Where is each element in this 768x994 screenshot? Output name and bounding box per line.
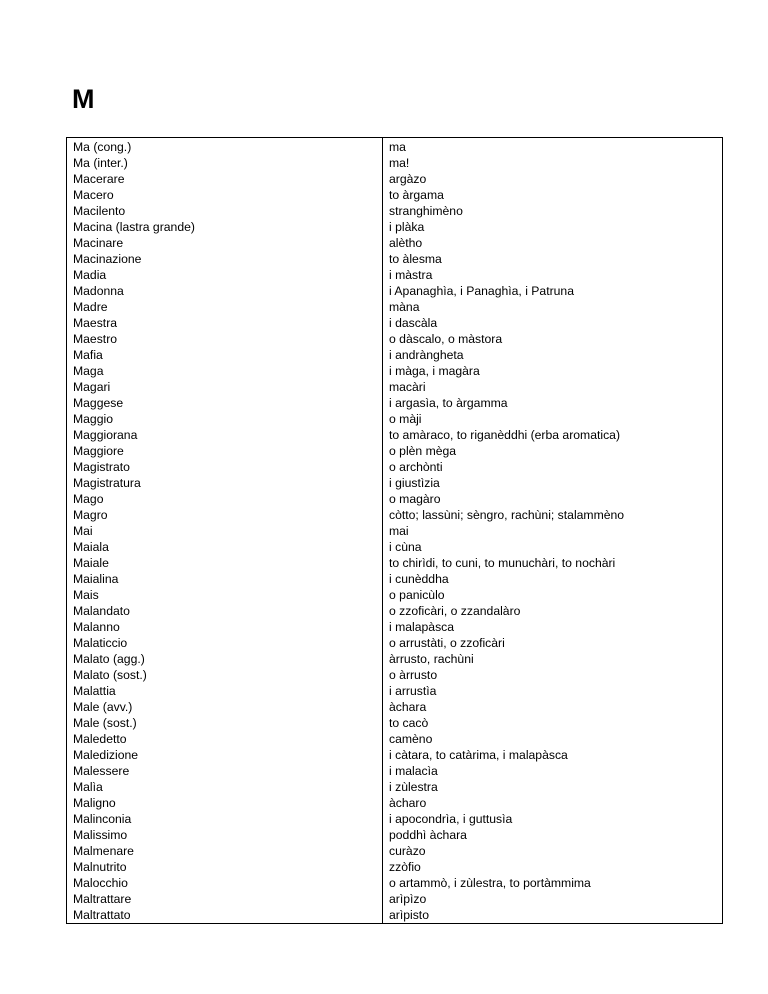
table-row: [67, 539, 723, 555]
table-row: [67, 187, 723, 203]
table-row: [67, 347, 723, 363]
italian-term: Maggiorana: [67, 427, 383, 443]
table-row: [67, 843, 723, 859]
italian-term: Malinconia: [67, 811, 383, 827]
griko-translation: i arrustìa: [383, 683, 723, 699]
table-row: [67, 315, 723, 331]
table-row: [67, 779, 723, 795]
italian-term: Maga: [67, 363, 383, 379]
italian-term: Madre: [67, 299, 383, 315]
italian-term: Malato (agg.): [67, 651, 383, 667]
griko-translation: arìpìzo: [383, 891, 723, 907]
griko-translation: ma!: [383, 155, 723, 171]
italian-term: Malandato: [67, 603, 383, 619]
italian-term: Malessere: [67, 763, 383, 779]
griko-translation: i càtara, to catàrima, i malapàsca: [383, 747, 723, 763]
griko-translation: o plèn mèga: [383, 443, 723, 459]
griko-translation: to chirìdi, to cuni, to munuchàri, to nochàri: [383, 555, 723, 571]
italian-term: Maggese: [67, 395, 383, 411]
italian-term: Magro: [67, 507, 383, 523]
italian-term: Male (avv.): [67, 699, 383, 715]
italian-term: Maligno: [67, 795, 383, 811]
griko-translation: argàzo: [383, 171, 723, 187]
griko-translation: i cùna: [383, 539, 723, 555]
griko-translation: i Apanaghìa, i Panaghìa, i Patruna: [383, 283, 723, 299]
griko-translation: macàri: [383, 379, 723, 395]
table-row: [67, 763, 723, 779]
italian-term: Maestro: [67, 331, 383, 347]
italian-term: Magistrato: [67, 459, 383, 475]
table-row: [67, 331, 723, 347]
griko-translation: i dascàla: [383, 315, 723, 331]
griko-translation: àchara: [383, 699, 723, 715]
table-row: [67, 587, 723, 603]
table-row: [67, 411, 723, 427]
italian-term: Maiala: [67, 539, 383, 555]
griko-translation: o arrustàti, o zzoficàri: [383, 635, 723, 651]
table-row: [67, 219, 723, 235]
table-row: [67, 251, 723, 267]
table-row: [67, 715, 723, 731]
table-row: [67, 827, 723, 843]
italian-term: Malattia: [67, 683, 383, 699]
griko-translation: o zzoficàri, o zzandalàro: [383, 603, 723, 619]
italian-term: Maggio: [67, 411, 383, 427]
griko-translation: o màji: [383, 411, 723, 427]
italian-term: Mago: [67, 491, 383, 507]
griko-translation: alètho: [383, 235, 723, 251]
griko-translation: o artammò, i zùlestra, to portàmmima: [383, 875, 723, 891]
italian-term: Male (sost.): [67, 715, 383, 731]
table-row: [67, 811, 723, 827]
griko-translation: curàzo: [383, 843, 723, 859]
glossary-table: [66, 137, 723, 924]
griko-translation: mai: [383, 523, 723, 539]
section-letter-heading: M: [72, 84, 95, 114]
table-row: [67, 427, 723, 443]
italian-term: Macinazione: [67, 251, 383, 267]
griko-translation: o àrrusto: [383, 667, 723, 683]
table-row: [67, 603, 723, 619]
italian-term: Maiale: [67, 555, 383, 571]
table-row: [67, 555, 723, 571]
italian-term: Maledetto: [67, 731, 383, 747]
griko-translation: to amàraco, to riganèddhi (erba aromatica): [383, 427, 723, 443]
griko-translation: o archònti: [383, 459, 723, 475]
table-row: [67, 795, 723, 811]
italian-term: Malocchio: [67, 875, 383, 891]
table-row: [67, 859, 723, 875]
griko-translation: i màga, i magàra: [383, 363, 723, 379]
griko-translation: to àrgama: [383, 187, 723, 203]
griko-translation: ma: [383, 138, 723, 156]
table-row: [67, 571, 723, 587]
table-row: [67, 699, 723, 715]
table-row: [67, 523, 723, 539]
griko-translation: àrrusto, rachùni: [383, 651, 723, 667]
table-row: [67, 267, 723, 283]
griko-translation: camèno: [383, 731, 723, 747]
griko-translation: o panicùlo: [383, 587, 723, 603]
griko-translation: o dàscalo, o màstora: [383, 331, 723, 347]
italian-term: Magari: [67, 379, 383, 395]
griko-translation: àcharo: [383, 795, 723, 811]
italian-term: Mai: [67, 523, 383, 539]
griko-translation: i plàka: [383, 219, 723, 235]
table-row: [67, 907, 723, 924]
griko-translation: i argasìa, to àrgamma: [383, 395, 723, 411]
table-row: [67, 283, 723, 299]
italian-term: Maestra: [67, 315, 383, 331]
italian-term: Macinare: [67, 235, 383, 251]
table-row: [67, 507, 723, 523]
italian-term: Maltrattare: [67, 891, 383, 907]
griko-translation: to àlesma: [383, 251, 723, 267]
italian-term: Ma (inter.): [67, 155, 383, 171]
griko-translation: arìpisto: [383, 907, 723, 924]
italian-term: Madonna: [67, 283, 383, 299]
griko-translation: i màstra: [383, 267, 723, 283]
griko-translation: i andrànghetа: [383, 347, 723, 363]
italian-term: Malnutrito: [67, 859, 383, 875]
table-row: [67, 635, 723, 651]
table-row: [67, 459, 723, 475]
table-row: [67, 171, 723, 187]
table-row: [67, 443, 723, 459]
griko-translation: i cunèddha: [383, 571, 723, 587]
italian-term: Ma (cong.): [67, 138, 383, 156]
griko-translation: còtto; lassùni; sèngro, rachùni; stalammèno: [383, 507, 723, 523]
table-row: [67, 235, 723, 251]
table-row: [67, 299, 723, 315]
griko-translation: i malapàsca: [383, 619, 723, 635]
table-row: [67, 138, 723, 156]
table-row: [67, 891, 723, 907]
griko-translation: i apocondrìa, i guttusìa: [383, 811, 723, 827]
italian-term: Magistratura: [67, 475, 383, 491]
italian-term: Malato (sost.): [67, 667, 383, 683]
italian-term: Mais: [67, 587, 383, 603]
glossary-body: [67, 138, 723, 924]
italian-term: Macilento: [67, 203, 383, 219]
table-row: [67, 875, 723, 891]
table-row: [67, 491, 723, 507]
table-row: [67, 475, 723, 491]
table-row: [67, 395, 723, 411]
griko-translation: o magàro: [383, 491, 723, 507]
table-row: [67, 667, 723, 683]
italian-term: Maialina: [67, 571, 383, 587]
italian-term: Maltrattato: [67, 907, 383, 924]
italian-term: Madia: [67, 267, 383, 283]
griko-translation: i giustìzia: [383, 475, 723, 491]
griko-translation: to cacò: [383, 715, 723, 731]
griko-translation: stranghimèno: [383, 203, 723, 219]
italian-term: Malìa: [67, 779, 383, 795]
italian-term: Malanno: [67, 619, 383, 635]
italian-term: Maggiore: [67, 443, 383, 459]
italian-term: Malmenare: [67, 843, 383, 859]
italian-term: Macina (lastra grande): [67, 219, 383, 235]
italian-term: Macero: [67, 187, 383, 203]
italian-term: Malaticcio: [67, 635, 383, 651]
griko-translation: màna: [383, 299, 723, 315]
table-row: [67, 363, 723, 379]
griko-translation: poddhì àchara: [383, 827, 723, 843]
griko-translation: i malacìa: [383, 763, 723, 779]
italian-term: Mafia: [67, 347, 383, 363]
table-row: [67, 155, 723, 171]
table-row: [67, 651, 723, 667]
griko-translation: zzòfio: [383, 859, 723, 875]
table-row: [67, 619, 723, 635]
table-row: [67, 203, 723, 219]
griko-translation: i zùlestra: [383, 779, 723, 795]
italian-term: Malissimo: [67, 827, 383, 843]
table-row: [67, 731, 723, 747]
table-row: [67, 747, 723, 763]
italian-term: Macerare: [67, 171, 383, 187]
table-row: [67, 683, 723, 699]
italian-term: Maledizione: [67, 747, 383, 763]
table-row: [67, 379, 723, 395]
